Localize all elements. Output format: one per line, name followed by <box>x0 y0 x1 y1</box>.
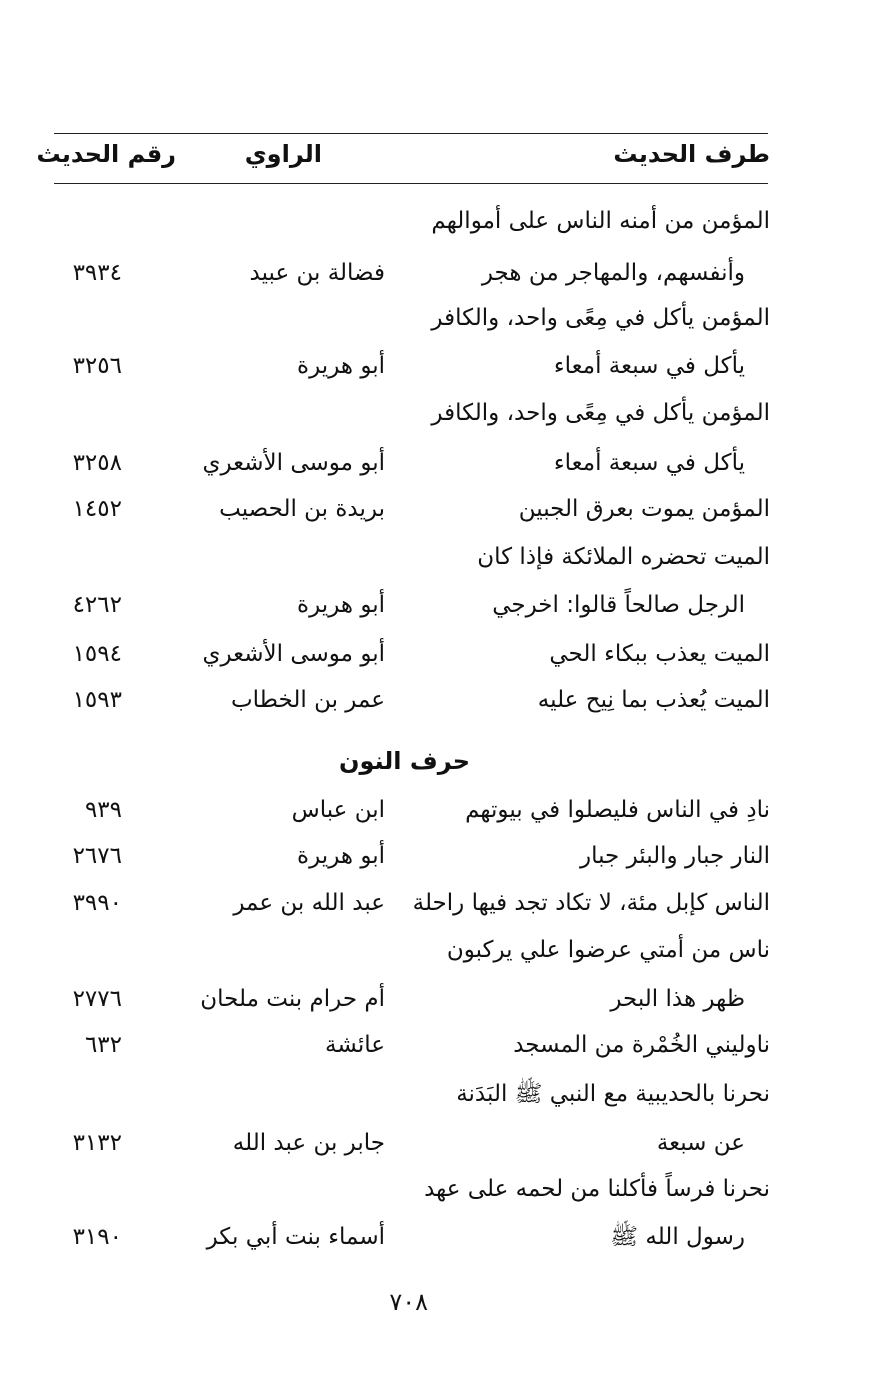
hadith-number: ٣١٣٢ <box>72 1130 122 1156</box>
table-row <box>0 390 873 437</box>
hadith-text: الميت يعذب ببكاء الحي <box>549 641 770 667</box>
narrator: عمر بن الخطاب <box>230 687 385 713</box>
narrator: أبو هريرة <box>297 353 385 379</box>
hadith-number: ١٥٩٣ <box>72 687 122 713</box>
narrator: أبو موسى الأشعري <box>202 450 385 476</box>
table-row <box>0 880 873 927</box>
page-number: ٧٠٨ <box>389 1288 428 1316</box>
hadith-text: عن سبعة <box>656 1130 745 1156</box>
table-row <box>0 250 873 297</box>
narrator: أسماء بنت أبي بكر <box>206 1224 385 1250</box>
hadith-text: الناس كإبل مئة، لا تكاد تجد فيها راحلة <box>412 890 770 916</box>
table-row <box>0 198 873 245</box>
table-row <box>0 976 873 1023</box>
table-row <box>0 486 873 533</box>
hadith-number: ٤٢٦٢ <box>72 592 122 618</box>
hadith-number: ٢٦٧٦ <box>72 843 122 869</box>
hadith-number: ٣٢٥٦ <box>72 353 122 379</box>
table-row <box>0 1120 873 1167</box>
table-row <box>0 582 873 629</box>
hadith-text: يأكل في سبعة أمعاء <box>553 353 745 379</box>
table-row <box>0 833 873 880</box>
hadith-text: رسول الله ﷺ <box>610 1224 745 1250</box>
hadith-number: ٣٩٩٠ <box>72 890 122 916</box>
header-bottom-rule <box>54 183 768 184</box>
narrator: بريدة بن الحصيب <box>219 496 385 522</box>
hadith-text: ظهر هذا البحر <box>610 986 745 1012</box>
table-row <box>0 631 873 678</box>
narrator: أبو هريرة <box>297 592 385 618</box>
header-top-rule <box>54 133 768 134</box>
header-narrator: الراوي <box>244 140 322 168</box>
narrator: أم حرام بنت ملحان <box>200 986 385 1012</box>
hadith-number: ٢٧٧٦ <box>72 986 122 1012</box>
hadith-text: وأنفسهم، والمهاجر من هجر <box>481 260 745 286</box>
hadith-text: يأكل في سبعة أمعاء <box>553 450 745 476</box>
narrator: ابن عباس <box>291 797 385 823</box>
table-row <box>0 927 873 974</box>
narrator: عائشة <box>325 1032 385 1058</box>
table-row <box>0 440 873 487</box>
narrator: أبو هريرة <box>297 843 385 869</box>
section-title: حرف النون <box>338 747 470 775</box>
hadith-text: الميت تحضره الملائكة فإذا كان <box>477 544 770 570</box>
hadith-number: ٦٣٢ <box>84 1032 122 1058</box>
table-row <box>0 295 873 342</box>
hadith-number: ١٥٩٤ <box>72 641 122 667</box>
hadith-number: ٩٣٩ <box>84 797 122 823</box>
narrator: أبو موسى الأشعري <box>202 641 385 667</box>
hadith-text: نحرنا بالحديبية مع النبي ﷺ البَدَنة <box>456 1081 770 1107</box>
table-row <box>0 343 873 390</box>
hadith-text: المؤمن من أمنه الناس على أموالهم <box>431 208 770 234</box>
table-row <box>0 1022 873 1069</box>
hadith-text: الميت يُعذب بما نِيح عليه <box>537 687 770 713</box>
header-hadith-number: رقم الحديث <box>36 140 176 168</box>
hadith-text: الرجل صالحاً قالوا: اخرجي <box>492 592 745 618</box>
hadith-text: المؤمن يموت بعرق الجبين <box>518 496 770 522</box>
narrator: فضالة بن عبيد <box>249 260 385 286</box>
hadith-number: ٣٩٣٤ <box>72 260 122 286</box>
hadith-text: ناس من أمتي عرضوا علي يركبون <box>446 937 770 963</box>
table-row <box>0 534 873 581</box>
header-hadith-text: طرف الحديث <box>613 140 770 168</box>
narrator: جابر بن عبد الله <box>232 1130 385 1156</box>
hadith-text: النار جبار والبئر جبار <box>579 843 770 869</box>
table-row <box>0 787 873 834</box>
hadith-text: المؤمن يأكل في مِعًى واحد، والكافر <box>431 305 770 331</box>
hadith-number: ٣١٩٠ <box>72 1224 122 1250</box>
hadith-number: ١٤٥٢ <box>72 496 122 522</box>
hadith-text: المؤمن يأكل في مِعًى واحد، والكافر <box>431 400 770 426</box>
table-row <box>0 1166 873 1213</box>
hadith-text: نادِ في الناس فليصلوا في بيوتهم <box>465 797 770 823</box>
hadith-text: نحرنا فرساً فأكلنا من لحمه على عهد <box>424 1176 770 1202</box>
narrator: عبد الله بن عمر <box>233 890 385 916</box>
table-row <box>0 1214 873 1261</box>
table-row <box>0 1071 873 1118</box>
table-row <box>0 677 873 724</box>
hadith-text: ناوليني الخُمْرة من المسجد <box>513 1032 770 1058</box>
hadith-number: ٣٢٥٨ <box>72 450 122 476</box>
